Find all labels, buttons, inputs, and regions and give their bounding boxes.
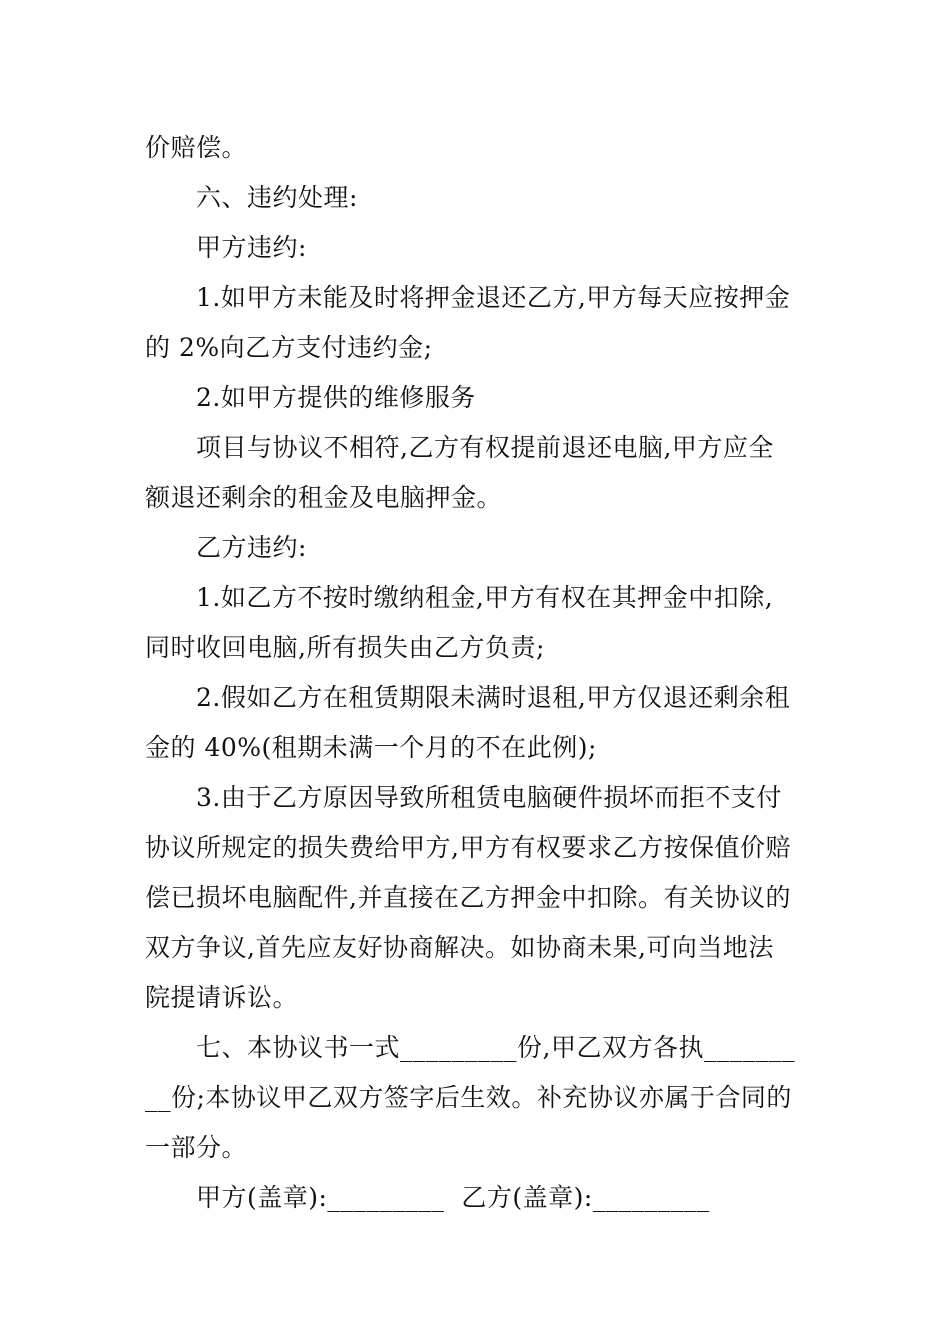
text-line: 院提请诉讼。	[145, 983, 299, 1012]
text-line: 2.假如乙方在租赁期限未满时退租,甲方仅退还剩余租	[196, 683, 791, 712]
text-line: 一部分。	[145, 1133, 248, 1162]
subheading: 乙方违约:	[196, 533, 307, 562]
section-heading: 六、违约处理:	[196, 183, 358, 212]
text-line: 同时收回电脑,所有损失由乙方负责;	[145, 633, 545, 662]
text-line: 3.由于乙方原因导致所租赁电脑硬件损坏而拒不支付	[196, 783, 782, 812]
text-line: 1.如甲方未能及时将押金退还乙方,甲方每天应按押金	[196, 283, 791, 312]
subheading: 甲方违约:	[196, 233, 307, 262]
text-line: 项目与协议不相符,乙方有权提前退还电脑,甲方应全	[196, 433, 774, 462]
text-line: __份;本协议甲乙双方签字后生效。补充协议亦属于合同的	[145, 1083, 792, 1112]
section-heading: 七、本协议书一式_________份,甲乙双方各执_______	[196, 1033, 795, 1062]
text-line: 偿已损坏电脑配件,并直接在乙方押金中扣除。有关协议的	[145, 883, 791, 912]
text-line: 1.如乙方不按时缴纳租金,甲方有权在其押金中扣除,	[196, 583, 774, 612]
text-line: 协议所规定的损失费给甲方,甲方有权要求乙方按保值价赔	[145, 833, 791, 862]
text-line: 价赔偿。	[145, 133, 248, 162]
text-line: 额退还剩余的租金及电脑押金。	[145, 483, 503, 512]
text-line: 双方争议,首先应友好协商解决。如协商未果,可向当地法	[145, 933, 774, 962]
text-line: 的 2%向乙方支付违约金;	[145, 333, 433, 362]
text-line: 金的 40%(租期未满一个月的不在此例);	[145, 733, 597, 762]
signature-line: 甲方(盖章):_________ 乙方(盖章):_________	[196, 1183, 710, 1212]
text-line: 2.如甲方提供的维修服务	[196, 383, 476, 412]
